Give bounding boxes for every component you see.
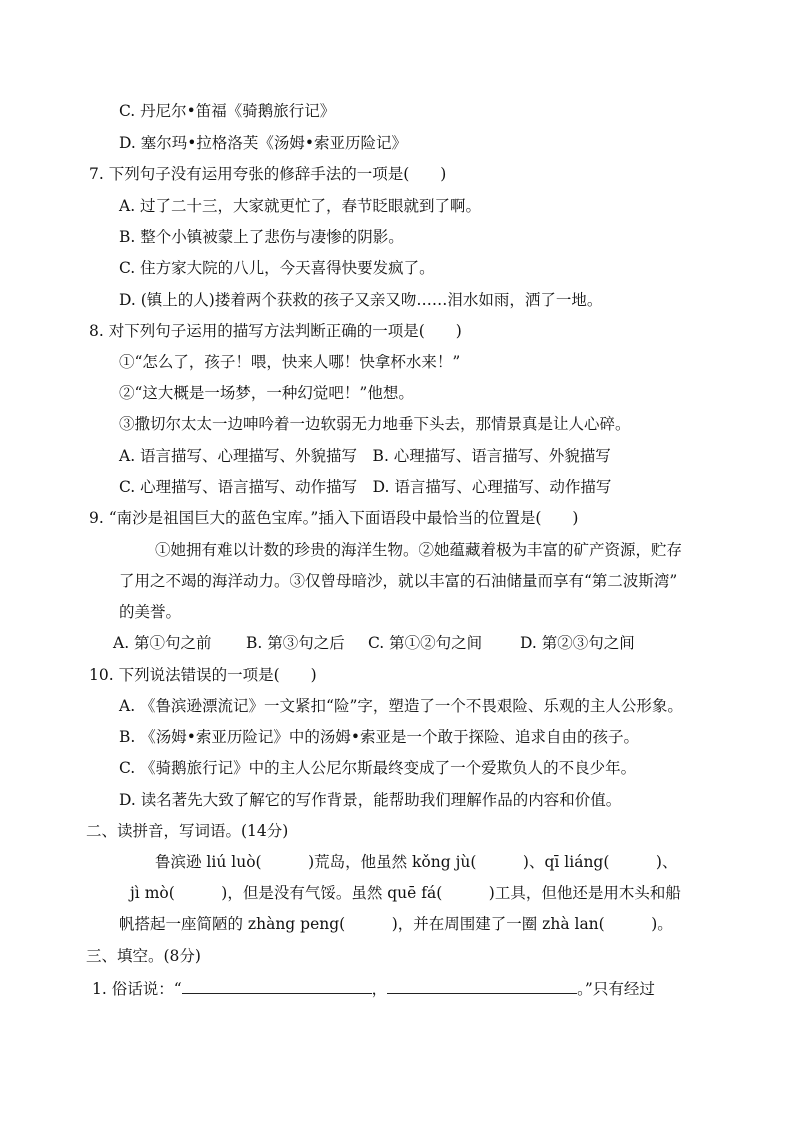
q10-option-a: A. 《鲁滨逊漂流记》一文紧扣“险”字，塑造了一个不畏艰险、乐观的主人公形象。 [119, 697, 683, 715]
q6-option-c: C. 丹尼尔•笛福《骑鹅旅行记》 [119, 102, 336, 120]
q7-option-a: A. 过了二十三，大家就更忙了，春节眨眼就到了啊。 [119, 197, 482, 215]
q7-option-b: B. 整个小镇被蒙上了悲伤与凄惨的阴影。 [119, 228, 404, 246]
section-3-q1 [92, 977, 655, 999]
q9-option-c: C. 第①②句之间 [368, 634, 483, 652]
section-2-heading: 二、读拼音，写词语。(14分) [86, 822, 289, 840]
q8-options-ab: A. 语言描写、心理描写、外貌描写 B. 心理描写、语言描写、外貌描写 [119, 447, 611, 465]
q8-sentence-2: ②“这大概是一场梦，一种幻觉吧！”他想。 [119, 384, 414, 402]
q8-options-cd: C. 心理描写、语言描写、动作描写 D. 语言描写、心理描写、动作描写 [119, 478, 612, 496]
section-2-line-3: 帆搭起一座简陋的 zhàng peng( )，并在周围建了一圈 zhà lan( )。 [119, 915, 673, 933]
q9-option-a: A. 第①句之前 [113, 634, 212, 652]
q1-comma: ， [371, 980, 388, 998]
section-2-line-2: jì mò( )，但是没有气馁。虽然 quē fá( )工具，但他还是用木头和船 [130, 884, 681, 902]
q10-option-c: C. 《骑鹅旅行记》中的主人公尼尔斯最终变成了一个爱欺负人的不良少年。 [119, 759, 637, 777]
q9-option-b: B. 第③句之后 [246, 634, 345, 652]
q10-stem: 10. 下列说法错误的一项是( ) [89, 666, 317, 684]
q8-sentence-1: ①“怎么了，孩子！喂，快来人哪！快拿杯水来！” [119, 353, 461, 371]
q10-option-b: B. 《汤姆•索亚历险记》中的汤姆•索亚是一个敢于探险、追求自由的孩子。 [119, 728, 640, 746]
section-3-heading: 三、填空。(8分) [86, 947, 201, 965]
q9-passage-line-3: 的美誉。 [119, 603, 182, 621]
q9-passage-line-1: ①她拥有难以计数的珍贵的海洋生物。②她蕴藏着极为丰富的矿产资源，贮存 [155, 541, 683, 559]
q10-option-d: D. 读名著先大致了解它的写作背景，能帮助我们理解作品的内容和价值。 [119, 791, 622, 809]
q9-stem: 9. “南沙是祖国巨大的蓝色宝库。”插入下面语段中最恰当的位置是( ) [89, 509, 579, 527]
q7-stem: 7. 下列句子没有运用夸张的修辞手法的一项是( ) [89, 165, 447, 183]
q9-passage-line-2: 了用之不竭的海洋动力。③仅曾母暗沙，就以丰富的石油储量而享有“第二波斯湾” [119, 572, 678, 590]
q1-prefix: 1. 俗话说：“ [92, 980, 182, 998]
q8-sentence-3: ③撒切尔太太一边呻吟着一边软弱无力地垂下头去，那情景真是让人心碎。 [119, 415, 631, 433]
q1-blank-2[interactable] [387, 977, 577, 994]
section-2-line-1: 鲁滨逊 liú luò( )荒岛，他虽然 kǒng jù( )、qī liáng( )、 [155, 853, 678, 871]
q1-suffix: 。”只有经过 [577, 980, 655, 998]
q6-option-d: D. 塞尔玛•拉格洛芙《汤姆•索亚历险记》 [119, 134, 408, 152]
q7-option-c: C. 住方家大院的八儿，今天喜得快要发疯了。 [119, 259, 435, 277]
q7-option-d: D. (镇上的人)搂着两个获救的孩子又亲又吻……泪水如雨，洒了一地。 [119, 291, 603, 309]
q8-stem: 8. 对下列句子运用的描写方法判断正确的一项是( ) [89, 322, 462, 340]
q1-blank-1[interactable] [182, 977, 372, 994]
q9-option-d: D. 第②③句之间 [520, 634, 635, 652]
